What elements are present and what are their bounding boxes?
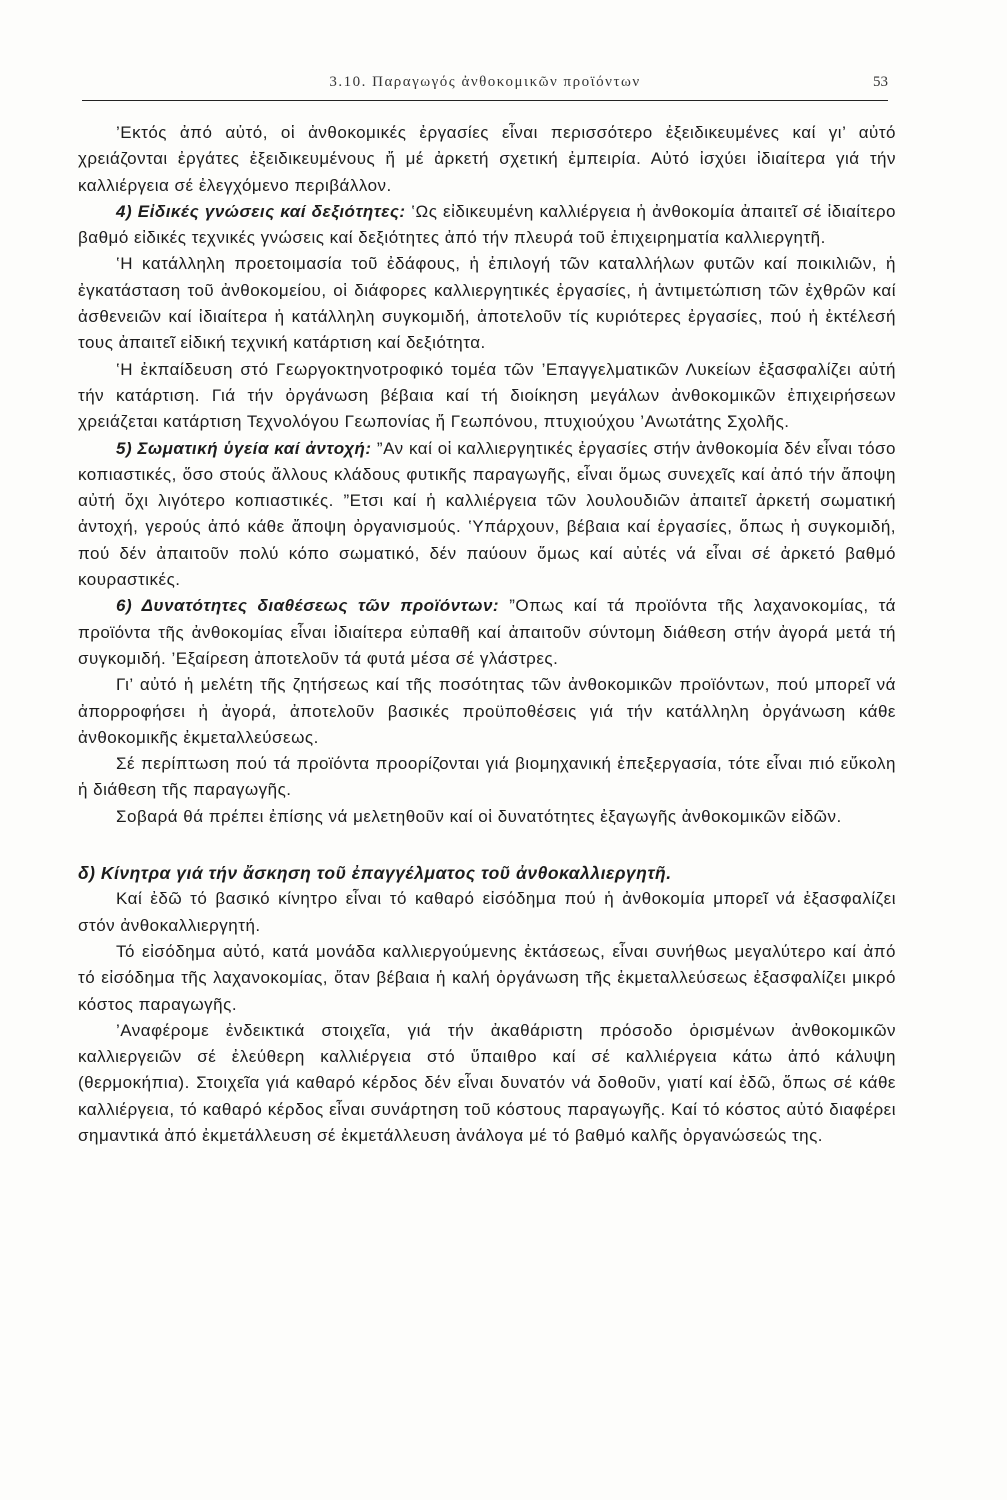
section-heading: δ) Κίνητρα γιά τήν ἄσκηση τοῦ ἐπαγγέλματος τοῦ ἀνθοκαλλιεργητῆ. — [78, 863, 672, 884]
paragraph-text: ”Αν καί οἱ καλλιεργητικές ἐργασίες στήν ἀνθοκομία δέν εἶναι τόσο κοπιαστικές, ὅσο στούς ἄλλους κλάδους φυτικῆς παραγωγῆς, εἶναι ὅμως συνεχεῖς καί ἀπό τήν ἄποψη αὐτή ὄχι λιγότερο κοπιαστικές. ”Ετσι καί ἡ καλλιέργεια τῶν λουλουδιῶν ἀπαιτεῖ ἀρκετή σωματική ἀντοχή, γερούς ἀπό κάθε ἄποψη ὀργανισμούς. ‛Υπάρχουν, βέβαια καί ἐργασίες, ὅπως ἡ συγκομιδή, πού δέν ἀπαιτοῦν πολύ κόπο σωματικό, δέν παύουν ὅμως καί αὐτές νά εἶναι σέ ἀρκετό βαθμό κουραστικές. — [78, 438, 896, 590]
paragraph: Σοβαρά θά πρέπει ἐπίσης νά μελετηθοῦν καί οἱ δυνατότητες ἐξαγωγῆς ἀνθοκομικῶν εἰδῶν. — [116, 806, 842, 826]
run-in-heading: 4) Εἰδικές γνώσεις καί δεξιότητες: — [116, 201, 406, 221]
paragraph: Καί ἐδῶ τό βασικό κίνητρο εἶναι τό καθαρό εἰσόδημα πού ἡ ἀνθοκομία μπορεῖ νά ἐξασφαλίζει στόν ἀνθοκαλλιεργητή. — [78, 889, 896, 935]
run-in-heading: 5) Σωματική ὑγεία καί ἀντοχή: — [116, 438, 372, 458]
paragraph — [78, 436, 896, 594]
paragraph: Τό εἰσόδημα αὐτό, κατά μονάδα καλλιεργούμενης ἐκτάσεως, εἶναι συνήθως μεγαλύτερο καί ἀπό τό εἰσόδημα τῆς λαχανοκομίας, ὅταν βέβαια ἡ καλή ὀργάνωση τῆς ἐκμεταλλεύσεως ἐξασφαλίζει μικρό κόστος παραγωγῆς. — [78, 941, 896, 1014]
paragraph — [78, 199, 896, 252]
paragraph: ’Αναφέρομε ἐνδεικτικά στοιχεῖα, γιά τήν ἀκαθάριστη πρόσοδο ὁρισμένων ἀνθοκομικῶν καλλιεργειῶν σέ ἐλεύθερη καλλιέργεια στό ὕπαιθρο καί σέ καλλιέργεια κάτω ἀπό κάλυψη (θερμοκήπια). Στοιχεῖα γιά καθαρό κέρδος δέν εἶναι δυνατόν νά δοθοῦν, γιατί καί ἐδῶ, ὅπως σέ κάθε καλλιέργεια, τό καθαρό κέρδος εἶναι συνάρτηση τοῦ κόστους παραγωγῆς. Καί τό κόστος αὐτό διαφέρει σημαντικά ἀπό ἐκμετάλλευση σέ ἐκμετάλλευση ἀνάλογα μέ τό βαθμό καλῆς ὀργανώσεώς της. — [78, 1020, 896, 1145]
paragraph: Σέ περίπτωση πού τά προϊόντα προορίζονται γιά βιομηχανική ἐπεξεργασία, τότε εἶναι πιό εὔκολη ἡ διάθεση τῆς παραγωγῆς. — [78, 754, 896, 800]
paragraph-text: ”Οπως καί τά προϊόντα τῆς λαχανοκομίας, τά προϊόντα τῆς ἀνθοκομίας εἶναι ἰδιαίτερα εὐπαθῆ καί ἀπαιτοῦν σύντομη διάθεση στήν ἀγορά μετά τή συγκομιδή. ’Εξαίρεση ἀποτελοῦν τά φυτά μέσα σέ γλάστρες. — [78, 596, 896, 668]
paragraph: ’Εκτός ἀπό αὐτό, οἱ ἀνθοκομικές ἐργασίες εἶναι περισσότερο ἐξειδικευμένες καί γι’ αὐτό χρειάζονται ἐργάτες ἐξειδικευμένους ἤ μέ ἀρκετή σχετική ἐμπειρία. Αὐτό ἰσχύει ἰδιαίτερα γιά τήν καλλιέργεια σέ ἐλεγχόμενο περιβάλλον. — [78, 123, 896, 195]
paragraph: ‛Η ἐκπαίδευση στό Γεωργοκτηνοτροφικό τομέα τῶν ’Επαγγελματικῶν Λυκείων ἐξασφαλίζει αὐτή τήν κατάρτιση. Γιά τήν ὀργάνωση βέβαια καί τή διοίκηση μεγάλων ἀνθοκομικῶν ἐπιχειρήσεων χρειάζεται κατάρτιση Τεχνολόγου Γεωπονίας ἤ Γεωπόνου, πτυχιούχου ’Ανωτάτης Σχολῆς. — [78, 359, 896, 432]
body-text — [78, 120, 896, 1149]
running-head — [82, 62, 888, 101]
run-in-heading: 6) Δυνατότητες διαθέσεως τῶν προϊόντων: — [116, 596, 500, 616]
paragraph: ‛Η κατάλληλη προετοιμασία τοῦ ἐδάφους, ἡ ἐπιλογή τῶν καταλλήλων φυτῶν καί ποικιλιῶν, ἡ ἐγκατάσταση τοῦ ἀνθοκομείου, οἱ διάφορες καλλιεργητικές ἐργασίες, ἡ ἀντιμετώπιση τῶν ἐχθρῶν καί ἀσθενειῶν καί ἰδιαίτερα ἡ κατάλληλη συγκομιδή, ἀποτελοῦν τίς κυριότερες ἐργασίες, πού ἡ ἐκτέλεσή τους ἀπαιτεῖ εἰδική τεχνική κατάρτιση καί δεξιότητα. — [78, 254, 896, 353]
paragraph — [78, 593, 896, 672]
paragraph: Γι’ αὐτό ἡ μελέτη τῆς ζητήσεως καί τῆς ποσότητας τῶν ἀνθοκομικῶν προϊόντων, πού μπορεῖ νά ἀπορροφήσει ἡ ἀγορά, ἀποτελοῦν βασικές προϋποθέσεις γιά τήν κατάλληλη ὀργάνωση κάθε ἀνθοκομικῆς ἐκμεταλλεύσεως. — [78, 675, 896, 747]
page-number: 53 — [873, 74, 888, 90]
running-title: 3.10. Παραγωγός ἀνθοκομικῶν προϊόντων — [329, 74, 641, 90]
paragraph-text: ‛Ως εἰδικευμένη καλλιέργεια ἡ ἀνθοκομία ἀπαιτεῖ σέ ἰδιαίτερο βαθμό εἰδικές τεχνικές γνώσεις καί δεξιότητες ἀπό τήν πλευρά τοῦ ἐπιχειρηματία καλλιεργητῆ. — [78, 201, 896, 248]
